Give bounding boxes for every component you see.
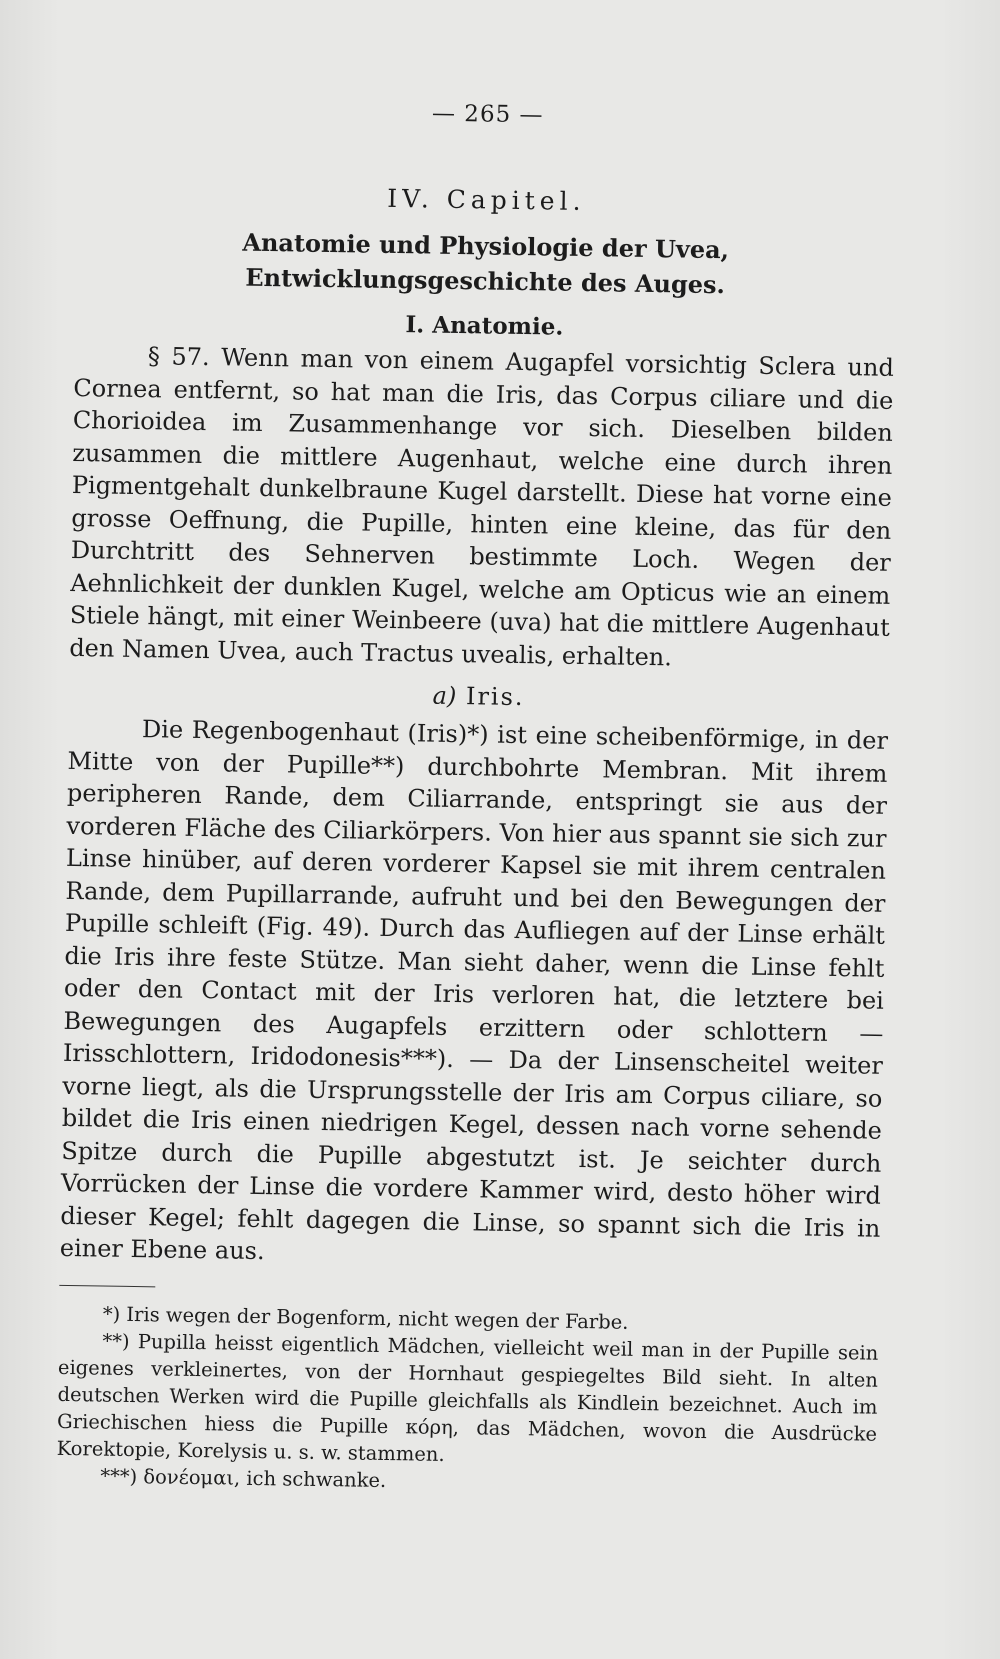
chapter-heading: Anatomie und Physiologie der Uvea, Entwicklungsgeschichte des Auges. bbox=[242, 227, 730, 300]
footnote-1: *) Iris wegen der Bogenform, nicht wegen der Farbe. bbox=[102, 1302, 629, 1334]
subsection-text: Iris. bbox=[465, 682, 525, 712]
subsection-title bbox=[68, 676, 888, 717]
paragraph-iris: Die Regenbogenhaut (Iris)*) ist eine scheibenförmige, in der Mitte von der Pupille**) durchbohrte Membran. Mit ihrem peripheren Rande, dem Ciliarrande, entspringt sie aus der vorderen Fläche des Ciliarkörpers. Von hier aus spannt sie sich zur Linse hinüber, auf deren vorderer Kapsel sie mit ihrem centralen Rande, dem Pupillarrande, aufruht und bei den Bewegungen der Pupille schleift (Fig. 49). Durch das Aufliegen auf der Linse erhält die Iris ihre feste Stütze. Man sieht daher, wenn die Linse fehlt oder den Contact mit der Iris verloren hat, die letztere bei Bewegungen des Augapfels erzittern oder schlottern — Irisschlottern, Iridodonesis***). — Da der Linsenscheitel weiter vorne liegt, als die Ursprungsstelle der Iris am Corpus ciliare, so bildet die Iris einen niedrigen Kegel, dessen nach vorne sehende Spitze durch die Pupille abgestutzt ist. Je seichter durch Vorrücken der Linse die vordere Kammer wird, desto höher wird dieser Kegel; fehlt dagegen die Linse, so spannt sich die Iris in einer Ebene aus. bbox=[59, 715, 889, 1266]
footnote-divider bbox=[59, 1284, 155, 1287]
text-block bbox=[56, 95, 898, 1501]
chapter-title: IV. Capitel. bbox=[387, 183, 586, 216]
subsection-letter: a) bbox=[432, 681, 457, 711]
section-title: I. Anatomie. bbox=[405, 311, 564, 341]
footnote-2: **) Pupilla heisst eigentlich Mädchen, vielleicht weil man in der Pupille sein eigenes verkleinertes, von der Hornhaut gespiegeltes Bild sieht. In alten deutschen Werken wird die Pupille gleichfalls als Kindlein bezeichnet. Auch im Griechischen hiess die Pupille κόρη, das Mädchen, wovon die Ausdrücke Korektopie, Korelysis u. s. w. stammen. bbox=[56, 1329, 879, 1466]
footnote-3: ***) δονέομαι, ich schwanke. bbox=[100, 1464, 387, 1492]
page-number: — 265 — bbox=[431, 100, 544, 129]
paragraph-uvea: § 57. Wenn man von einem Augapfel vorsichtig Sclera und Cornea entfernt, so hat man die Iris, das Corpus ciliare und die Chorioidea im Zusammenhange vor sich. Dieselben bilden zusammen die mittlere Augenhaut, welche eine durch ihren Pigmentgehalt dunkelbraune Kugel darstellt. Diese hat vorne eine grosse Oeffnung, die Pupille, hinten eine kleine, das für den Durchtritt des Sehnerven bestimmte Loch. Wegen der Aehnlichkeit der dunklen Kugel, welche am Opticus wie an einem Stiele hängt, mit einer Weinbeere (uva) hat die mittlere Augenhaut den Namen Uvea, auch Tractus uvealis, erhalten. bbox=[69, 342, 895, 671]
